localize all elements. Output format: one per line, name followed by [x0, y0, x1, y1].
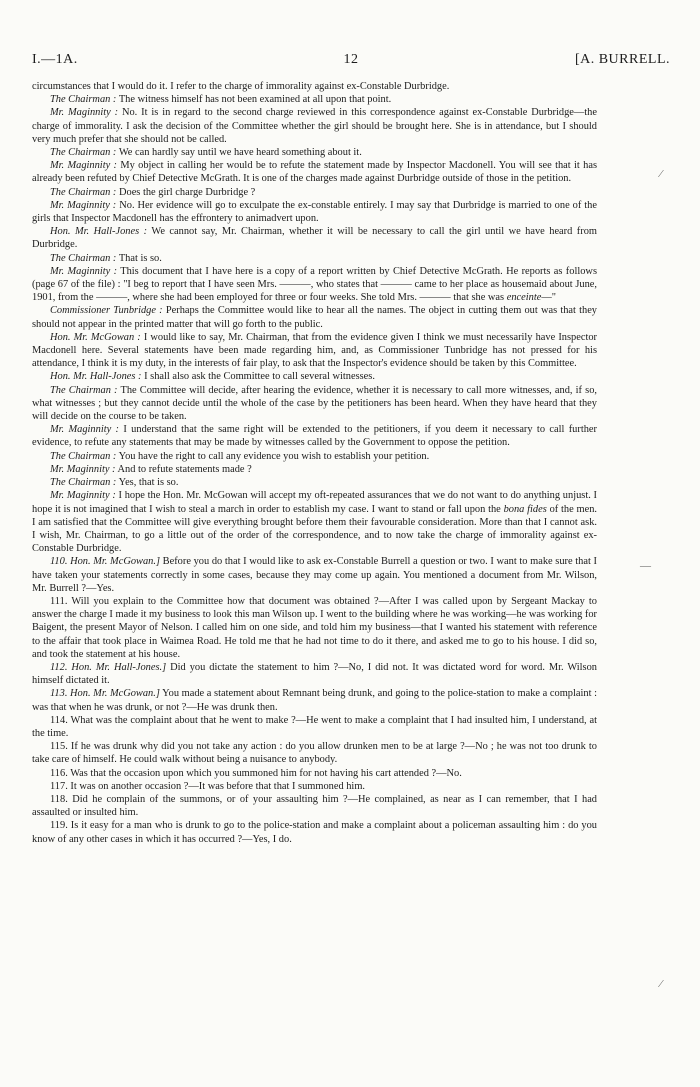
paragraph-text: Does the girl charge Durbridge ?: [119, 186, 256, 198]
paragraph: [32, 423, 597, 449]
page-number: 12: [343, 52, 359, 67]
speaker-label: Mr. Maginnity :: [50, 107, 119, 119]
paragraph: [32, 793, 597, 819]
header-left: I.—1A.: [32, 52, 78, 67]
speaker-label: 112. Hon. Mr. Hall-Jones.]: [50, 661, 167, 673]
paragraph-text: I shall also ask the Committee to call several witnesses.: [144, 371, 375, 383]
speaker-label: The Chairman :: [50, 477, 117, 489]
paragraph-text: My object in calling her would be to refute the statement made by Inspector Macdonell. You will see that it has already been refuted by Chief Detective McGrath. It is one of the charges made against Durbridge outside of those in the petition.: [32, 160, 597, 185]
italic-term: enceinte: [506, 292, 542, 304]
paragraph-text: 117. It was on another occasion ?—It was before that that I summoned him.: [50, 780, 366, 792]
speaker-label: 110. Hon. Mr. McGowan.]: [50, 556, 160, 568]
paragraph-text: 115. If he was drunk why did you not take any action : do you allow drunken men to be at large ?—No ; he was not too drunk to take care of himself. He could walk without being a nuisance to anybody.: [32, 741, 597, 766]
paragraph: [32, 384, 597, 424]
paragraph-text: 116. Was that the occasion upon which you summoned him for not having his cart attended ?—No.: [50, 767, 462, 779]
speaker-label: Mr. Maginnity :: [50, 265, 118, 277]
paragraph: [32, 489, 597, 555]
paragraph: [32, 106, 597, 146]
speaker-label: The Chairman :: [50, 94, 117, 106]
margin-mark: ⁄: [660, 978, 662, 990]
speaker-label: The Chairman :: [50, 384, 118, 396]
paragraph: [32, 819, 597, 845]
paragraph-text: Perhaps the Committee would like to hear all the names. The object in cutting them out was that they should not appear in the printed matter that will go forth to the public.: [32, 305, 598, 330]
paragraph-text: No. Her evidence will go to exculpate the ex-constable entirely. I may say that Durbridge is married to one of the girls that Inspector Macdonell has the effrontery to animadvert upon.: [32, 199, 597, 225]
speaker-label: Hon. Mr. Hall-Jones :: [50, 226, 148, 238]
speaker-label: The Chairman :: [50, 186, 117, 198]
paragraph: [32, 555, 597, 595]
speaker-label: Mr. Maginnity :: [50, 463, 116, 475]
paragraph-text: 114. What was the complaint about that he went to make ?—He went to make a complaint that I had insulted him, I understand, at the time.: [32, 714, 597, 739]
paragraph-text: 119. Is it easy for a man who is drunk to go to the police-station and make a complaint about a policeman assaulting him : do you know of any other cases in which it has occurred ?—Yes, I do.: [32, 820, 597, 845]
paragraph: [32, 199, 597, 225]
paragraph: [32, 304, 597, 330]
paragraph: [32, 370, 597, 383]
paragraph-text: You made a statement about Remnant being drunk, and going to the police-station to make a complaint : was that when he was drunk, or not ?—He was drunk then.: [32, 688, 597, 713]
paragraph-text: circumstances that I would do it. I refer to the charge of immorality against ex-Constable Durbridge.: [32, 81, 450, 92]
paragraph: [32, 146, 597, 159]
paragraph: [32, 714, 597, 740]
paragraph: [32, 740, 597, 766]
paragraph-text: You have the right to call any evidence you wish to establish your petition.: [118, 450, 430, 462]
paragraph: [32, 159, 597, 185]
paragraph: [32, 80, 597, 93]
paragraph-text: I would like to say, Mr. Chairman, that from the evidence given I think we must necessarily have Inspector Macdonell here. Several statements have been made regarding him, and, as Commissioner Tunbridge has not pressed for his attendance, I think it is my duty, in the interests of fair play, to ask that the Inspector's evidence should be taken by this Committee.: [32, 331, 597, 370]
paragraph-text: 118. Did he complain of the summons, or of your assaulting him ?—He complained, as near as I can remember, that I had assaulted or insulted him.: [32, 793, 597, 819]
paragraph-text: 111. Will you explain to the Committee how that document was obtained ?—After I was called upon by Sergeant Mackay to answer the charge I made it my business to look this man Wilson up. I went to the building where he was working—he was working for Baigent, the present Mayor of Nelson. I called him on one side, and told him my business—that I wanted his statement with reference to the affair that took place in Waimea Road. He told me that he had not time to do it there, and asked me to go to his house. I did so, and took the statement at his house.: [32, 595, 597, 660]
paragraph-text: We can hardly say until we have heard something about it.: [118, 147, 362, 159]
paragraph: [32, 687, 597, 713]
paragraph: [32, 661, 597, 687]
italic-term: bona fides: [503, 503, 547, 515]
speaker-label: The Chairman :: [50, 450, 117, 462]
speaker-label: Mr. Maginnity :: [50, 160, 118, 172]
paragraph-text: And to refute statements made ?: [117, 463, 252, 475]
paragraph: [32, 331, 597, 371]
paragraph-text: The Committee will decide, after hearing the evidence, whether it is necessary to call more witnesses, and, if so, what witnesses ; but they cannot decide until the whole of the case by the petitioners has been heard. When they have heard that they will decide on the course to be taken.: [32, 384, 597, 423]
paragraph-text: Yes, that is so.: [118, 477, 179, 489]
speaker-label: Mr. Maginnity :: [50, 199, 117, 211]
speaker-label: Commissioner Tunbridge :: [50, 305, 163, 317]
speaker-label: The Chairman :: [50, 252, 117, 264]
paragraph: [32, 463, 597, 476]
paragraph-text: Did you dictate the statement to him ?—No, I did not. It was dictated word for word. Mr. Wilson himself dictated it.: [32, 661, 597, 687]
paragraph: [32, 476, 597, 489]
paragraph-text-tail: —": [541, 292, 556, 304]
speaker-label: Mr. Maginnity :: [50, 490, 116, 502]
paragraph: [32, 450, 597, 463]
paragraph: [32, 252, 597, 265]
paragraph-text: This document that I have here is a copy of a report written by Chief Detective McGrath. He reports as follows (page 67 of the file) : "I beg to report that I have seen Mrs. ———, who states that ——— came to her place as housemaid about June, 1901, from the ———, where she had been employed for three or four weeks. She told Mrs. ——— that she was: [32, 265, 597, 304]
speaker-label: Mr. Maginnity :: [50, 424, 120, 436]
header-right: [A. BURRELL.: [574, 52, 670, 67]
speaker-label: The Chairman :: [50, 147, 117, 159]
speaker-label: Hon. Mr. Hall-Jones :: [50, 371, 142, 383]
paragraph-text: That is so.: [118, 252, 162, 264]
paragraph: [32, 265, 597, 305]
paragraph-text: No. It is in regard to the second charge reviewed in this correspondence against ex-Constable Durbridge—the charge of immorality. I ask the decision of the Committee whether the girl should be brought here. She is in attendance, but I should very much prefer that she should not be called.: [32, 107, 597, 145]
paragraph: [32, 93, 597, 106]
paragraph: [32, 186, 597, 199]
paragraph: [32, 780, 597, 793]
document-body: [32, 80, 597, 846]
speaker-label: 113. Hon. Mr. McGowan.]: [50, 688, 160, 700]
paragraph-text: I hope the Hon. Mr. McGowan will accept my oft-repeated assurances that we do not want to do anything unjust. I hope it is not imagined that I wish to steal a march in order to establish my case. I want to stand or fall upon the: [32, 490, 597, 515]
paragraph-text: I understand that the same right will be extended to the petitioners, if you deem it necessary to call further evidence, to refute any statements that may be made by witnesses called by the Government to oppose the petition.: [32, 424, 597, 449]
margin-mark: —: [640, 560, 651, 572]
speaker-label: Hon. Mr. McGowan :: [50, 331, 141, 343]
paragraph: [32, 595, 597, 661]
paragraph: [32, 767, 597, 780]
paragraph: [32, 225, 597, 251]
paragraph-text-tail: of the men. I am satisfied that the Committee will give everything brought before them their favourable consideration. More than that I cannot ask. I wish, Mr. Chairman, to go a little out of the order of the correspondence, and to now take the charge of immorality against ex-Constable Durbridge.: [32, 503, 597, 555]
paragraph-text: The witness himself has not been examined at all upon that point.: [118, 94, 392, 106]
page-header: [32, 52, 670, 68]
paragraph-text: Before you do that I would like to ask ex-Constable Burrell a question or two. I want to make sure that I have taken your statements correctly in some cases, because they may come up again. You mentioned a document from Mr. Wilson, Mr. Burrell ?—Yes.: [32, 556, 597, 594]
margin-mark: ⁄: [660, 168, 662, 180]
paragraph-text: We cannot say, Mr. Chairman, whether it will be necessary to call the girl until we have heard from Durbridge.: [32, 226, 597, 251]
